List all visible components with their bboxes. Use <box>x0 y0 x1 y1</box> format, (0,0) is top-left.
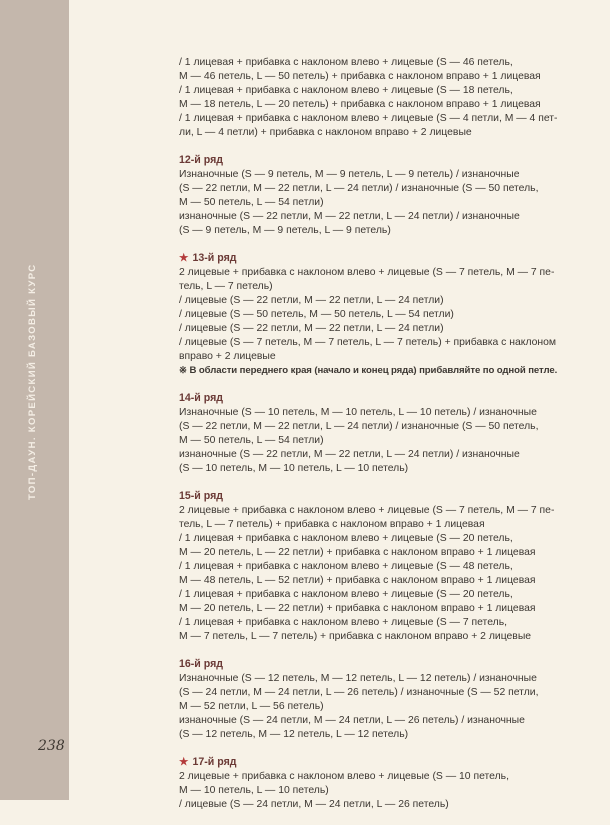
instruction-line: M — 20 петель, L — 22 петли) + прибавка с наклоном вправо + 1 лицевая <box>179 603 536 614</box>
instruction-line: M — 10 петель, L — 10 петель) <box>179 785 329 796</box>
row-heading <box>179 153 524 167</box>
row-heading <box>179 755 524 769</box>
row-section <box>179 391 539 476</box>
row-section <box>179 56 558 140</box>
instruction-line: / лицевые (S — 24 петли, M — 24 петли, L — 26 петель) <box>179 799 449 810</box>
instruction-line: тель, L — 7 петель) <box>179 281 273 292</box>
instruction-line: / лицевые (S — 50 петель, M — 50 петель, L — 54 петли) <box>179 309 454 320</box>
row-heading-text: 14-й ряд <box>179 392 224 404</box>
row-heading-text: 13-й ряд <box>192 252 237 264</box>
row-section <box>179 153 539 238</box>
instruction-line: / лицевые (S — 22 петли, M — 22 петли, L — 24 петли) <box>179 323 444 334</box>
row-section <box>179 657 539 742</box>
star-icon: ★ <box>179 756 189 768</box>
instruction-line: (S — 22 петли, M — 22 петли, L — 24 петли) / изнаночные (S — 50 петель, <box>179 183 539 194</box>
row-heading <box>179 391 524 405</box>
instruction-line: M — 52 петли, L — 56 петель) <box>179 701 324 712</box>
instruction-line: изнаночные (S — 22 петли, M — 22 петли, L — 24 петли) / изнаночные <box>179 211 520 222</box>
instruction-line: M — 7 петель, L — 7 петель) + прибавка с наклоном вправо + 2 лицевые <box>179 631 532 642</box>
row-heading <box>179 489 524 503</box>
instruction-line: (S — 22 петли, M — 22 петли, L — 24 петли) / изнаночные (S — 50 петель, <box>179 421 539 432</box>
instruction-line: (S — 10 петель, M — 10 петель, L — 10 петель) <box>179 463 409 474</box>
row-section <box>179 489 555 644</box>
instruction-line: / 1 лицевая + прибавка с наклоном влево + лицевые (S — 46 петель, <box>179 57 513 68</box>
instruction-line: / 1 лицевая + прибавка с наклоном влево + лицевые (S — 20 петель, <box>179 589 513 600</box>
row-heading <box>179 251 524 265</box>
row-heading-text: 16-й ряд <box>179 658 224 670</box>
instruction-line: M — 46 петель, L — 50 петель) + прибавка с наклоном вправо + 1 лицевая <box>179 71 541 82</box>
instruction-line: изнаночные (S — 22 петли, M — 22 петли, L — 24 петли) / изнаночные <box>179 449 520 460</box>
instruction-line: / 1 лицевая + прибавка с наклоном влево + лицевые (S — 4 петли, M — 4 пет- <box>179 113 558 124</box>
instruction-line: вправо + 2 лицевые <box>179 351 276 362</box>
row-section <box>179 251 558 378</box>
instruction-line: M — 18 петель, L — 20 петель) + прибавка с наклоном вправо + 1 лицевая <box>179 99 541 110</box>
row-section <box>179 755 524 812</box>
instruction-line: 2 лицевые + прибавка с наклоном влево + лицевые (S — 7 петель, M — 7 пе- <box>179 267 555 278</box>
instructions-body <box>179 56 558 825</box>
instruction-line: M — 50 петель, L — 54 петли) <box>179 435 324 446</box>
instruction-line: / 1 лицевая + прибавка с наклоном влево + лицевые (S — 20 петель, <box>179 533 513 544</box>
instruction-line: Изнаночные (S — 12 петель, M — 12 петель, L — 12 петель) / изнаночные <box>179 673 537 684</box>
instruction-line: ли, L — 4 петли) + прибавка с наклоном вправо + 2 лицевые <box>179 127 472 138</box>
instruction-line: (S — 24 петли, M — 24 петли, L — 26 петель) / изнаночные (S — 52 петли, <box>179 687 539 698</box>
star-icon: ★ <box>179 252 189 264</box>
instruction-line: 2 лицевые + прибавка с наклоном влево + лицевые (S — 10 петель, <box>179 771 509 782</box>
instruction-line: / лицевые (S — 22 петли, M — 22 петли, L — 24 петли) <box>179 295 444 306</box>
page-number: 238 <box>38 738 65 754</box>
instruction-line: / 1 лицевая + прибавка с наклоном влево + лицевые (S — 48 петель, <box>179 561 513 572</box>
instruction-line: 2 лицевые + прибавка с наклоном влево + лицевые (S — 7 петель, M — 7 пе- <box>179 505 555 516</box>
instruction-line: Изнаночные (S — 9 петель, M — 9 петель, L — 9 петель) / изнаночные <box>179 169 520 180</box>
row-heading <box>179 657 524 671</box>
instruction-line: M — 48 петель, L — 52 петли) + прибавка с наклоном вправо + 1 лицевая <box>179 575 536 586</box>
instruction-line: (S — 12 петель, M — 12 петель, L — 12 петель) <box>179 729 409 740</box>
instruction-line: M — 50 петель, L — 54 петли) <box>179 197 324 208</box>
running-title: ТОП-ДАУН. КОРЕЙСКИЙ БАЗОВЫЙ КУРС <box>27 263 38 500</box>
instruction-line: тель, L — 7 петель) + прибавка с наклоном вправо + 1 лицевая <box>179 519 485 530</box>
instruction-line: / лицевые (S — 7 петель, M — 7 петель, L — 7 петель) + прибавка с наклоном <box>179 337 557 348</box>
instruction-line: / 1 лицевая + прибавка с наклоном влево + лицевые (S — 18 петель, <box>179 85 513 96</box>
instruction-line: (S — 9 петель, M — 9 петель, L — 9 петель) <box>179 225 391 236</box>
instruction-line: изнаночные (S — 24 петли, M — 24 петли, L — 26 петель) / изнаночные <box>179 715 525 726</box>
note: ※ В области переднего края (начало и конец ряда) прибавляйте по одной петле. <box>179 365 558 376</box>
row-heading-text: 15-й ряд <box>179 490 224 502</box>
row-heading-text: 12-й ряд <box>179 154 224 166</box>
instruction-line: Изнаночные (S — 10 петель, M — 10 петель, L — 10 петель) / изнаночные <box>179 407 537 418</box>
row-heading-text: 17-й ряд <box>192 756 237 768</box>
instruction-line: M — 20 петель, L — 22 петли) + прибавка с наклоном вправо + 1 лицевая <box>179 547 536 558</box>
instruction-line: / 1 лицевая + прибавка с наклоном влево + лицевые (S — 7 петель, <box>179 617 507 628</box>
